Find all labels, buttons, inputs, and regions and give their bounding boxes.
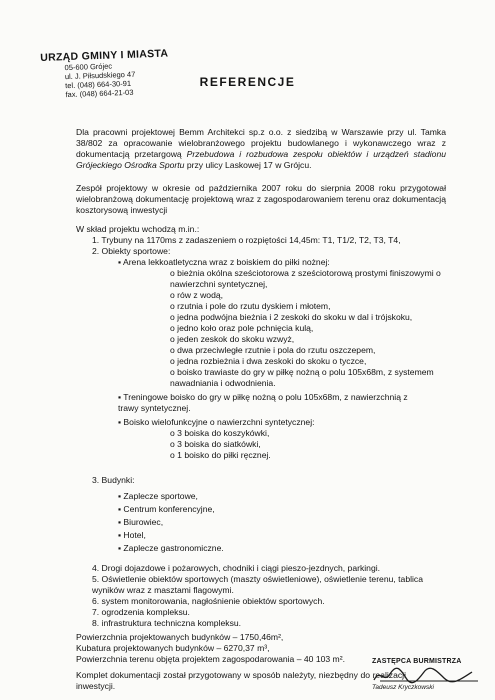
scope-title: W skład projektu wchodzą m.in.: — [76, 224, 200, 234]
scope-item-2: 2. Obiekty sportowe: — [92, 246, 171, 256]
stamp-street: ul. J. Piłsudskiego 47 — [64, 69, 136, 82]
intro-paragraph — [76, 127, 446, 171]
multi-court: ▪ Boisko wielofunkcyjne o nawierzchni syntetycznej: — [118, 417, 315, 427]
arena-detail: o rzutnia i pole do rzutu dyskiem i młotem, — [170, 301, 331, 311]
arena-detail: nawadniania i odwodnienia. — [170, 378, 276, 388]
arena-detail: o rów z wodą, — [170, 290, 224, 300]
scope-item-5: 5. Oświetlenie obiektów sportowych (maszty oświetleniowe), oświetlenie terenu, tablica — [92, 574, 424, 584]
closing-paragraph: Komplet dokumentacji został przygotowany w sposób należyty, niezbędny do realizacji inwestycji. — [76, 670, 406, 691]
signatory-name: Tadeusz Kryczkowski — [372, 684, 434, 691]
building-item: ▪ Hotel, — [118, 530, 146, 540]
stamp-phone: tel. (048) 664-30-91 — [65, 78, 132, 91]
arena-detail: o dwa przeciwległe rzutnie i pola do rzutu oszczepem, — [170, 345, 376, 355]
building-item: ▪ Biurowiec, — [118, 517, 164, 527]
stamp-postal-code: 05-600 Grójec — [64, 61, 113, 73]
volume-buildings: Kubatura projektowanych budynków – 6270,37 m³, — [76, 643, 270, 653]
stamp-title: URZĄD GMINY I MIASTA — [40, 47, 169, 64]
intro-text-end: przy ulicy Laskowej 17 w Grójcu. — [184, 160, 312, 170]
sport-arena: ▪ Arena lekkoatletyczna wraz z boiskiem do piłki nożnej: — [118, 257, 330, 267]
scope-item-7: 7. ogrodzenia kompleksu. — [92, 607, 190, 617]
arena-detail: o jedna podwójna bieżnia i 2 zeskoki do skoku w dal i trójskoku, — [170, 312, 413, 322]
training-field: ▪ Treningowe boisko do gry w piłkę nożną o polu 105x68m, z nawierzchnią z — [118, 392, 408, 402]
training-field-surface: trawy syntetycznej. — [118, 403, 191, 413]
document-heading: REFERENCJE — [199, 75, 296, 89]
scope-item-3: 3. Budynki: — [92, 475, 135, 485]
building-item: ▪ Zaplecze gastronomiczne. — [118, 543, 224, 553]
scope-item-5-cont: wyników wraz z masztami flagowymi. — [92, 585, 234, 595]
signature-title: ZASTĘPCA BURMISTRZA — [372, 658, 462, 665]
handwritten-signature-icon — [372, 666, 482, 684]
arena-detail: o jeden zeskok do skoku wzwyż, — [170, 334, 295, 344]
multi-court-detail: o 1 boisko do piłki ręcznej. — [170, 450, 271, 460]
signature-block — [372, 658, 482, 691]
arena-detail: o jedna rozbieżnia i dwa zeskoki do skoku o tyczce, — [170, 356, 367, 366]
multi-court-detail: o 3 boiska do siatkówki, — [170, 439, 261, 449]
building-item: ▪ Zaplecze sportowe, — [118, 491, 198, 501]
arena-detail: o jedno koło oraz pole pchnięcia kulą, — [170, 323, 314, 333]
intro-text-start: Dla pracowni projektowej Bemm Architekci sp.z o.o. z siedzibą w Warszawie przy ul. Tamka 38/802 za opracowanie wielobranżowego projektu budowlanego i wykonawczego wraz z dokumentacją przetargową — [76, 127, 446, 159]
multi-court-detail: o 3 boiska do koszykówki, — [170, 428, 270, 438]
scope-item-8: 8. infrastruktura techniczna kompleksu. — [92, 618, 242, 628]
scope-item-6: 6. system monitorowania, nagłośnienie obiektów sportowych. — [92, 596, 325, 606]
arena-detail: o bieżnia okólna sześciotorowa z sześciotorową prostymi finiszowymi o — [170, 268, 441, 278]
stamp-fax: fax. (048) 664-21-03 — [65, 87, 134, 100]
area-site: Powierzchnia terenu objęta projektem zagospodarowania – 40 103 m². — [76, 654, 345, 664]
scope-item-4: 4. Drogi dojazdowe i pożarowych, chodniki i ciągi pieszo-jezdnych, parkingi. — [92, 563, 381, 573]
office-stamp — [40, 48, 170, 100]
area-buildings: Powierzchnia projektowanych budynków – 1750,46m², — [76, 632, 284, 642]
project-title: Przebudowa i rozbudowa zespołu obiektów i urządzeń stadionu Grójeckiego Ośrodka Sportu — [76, 149, 446, 170]
building-item: ▪ Centrum konferencyjne, — [118, 504, 215, 514]
arena-detail: nawierzchni syntetycznej, — [170, 279, 268, 289]
team-paragraph: Zespół projektowy w okresie od października 2007 roku do sierpnia 2008 roku przygotował wielobranżową dokumentację projektową wraz z zagospodarowaniem terenu oraz dokumentacją kosztorysową inwestycji — [76, 183, 446, 215]
arena-detail: o boisko trawiaste do gry w piłkę nożną o polu 105x68m, z systemem — [170, 367, 434, 377]
scope-item-1: 1. Trybuny na 1170ms z zadaszeniem o rozpiętości 14,45m: T1, T1/2, T2, T3, T4, — [92, 235, 401, 245]
